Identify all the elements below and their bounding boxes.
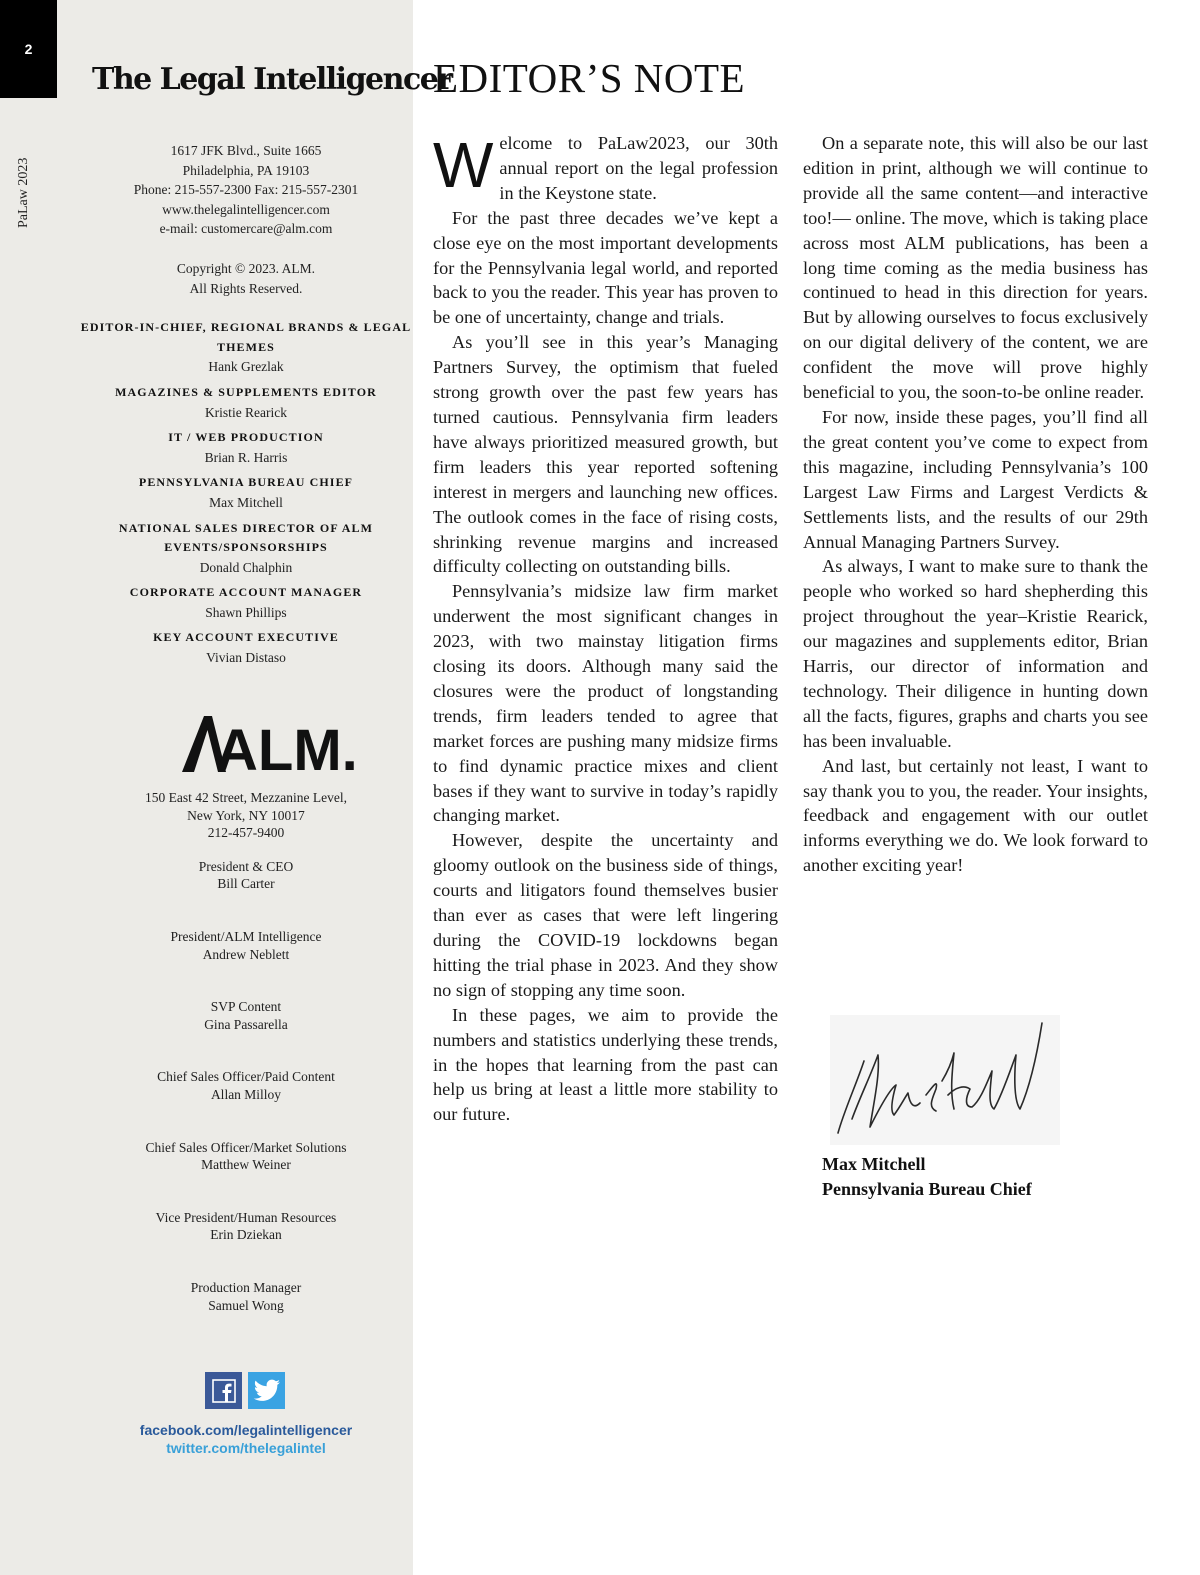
staff-role: PENNSYLVANIA BUREAU CHIEF [138, 475, 354, 490]
article-column-2 [803, 131, 1148, 878]
staff-role: NATIONAL SALES DIRECTOR OF ALM EVENTS/SPONSORSHIPS [118, 520, 374, 555]
address-line: New York, NY 10017 [187, 807, 305, 823]
facebook-glyph [212, 1379, 236, 1403]
first-paragraph-text: elcome to PaLaw2023, our 30th annual report on the legal profession in the Keystone state. [499, 133, 778, 203]
executive [80, 1139, 412, 1174]
executive-name: Andrew Neblett [202, 946, 290, 962]
staff-role: KEY ACCOUNT EXECUTIVE [153, 630, 339, 645]
article-paragraph: Pennsylvania’s midsize law firm market underwent the most significant changes in 2023, with two mainstay litigation firms closing its doors. Although many said the closures were the product of longstanding trends, firm leaders tended to agree that market forces are pushing many midsize firms to find dynamic practice mixes and client bases if they want to survive in today’s rapidly changing market. [433, 581, 778, 826]
executive-name: Matthew Weiner [201, 1157, 291, 1173]
executive [80, 1209, 412, 1244]
contact-column [80, 141, 412, 674]
article-column-1 [433, 131, 778, 1127]
alm-info [80, 789, 412, 1349]
article-paragraph: However, despite the uncertainty and gloomy outlook on the business side of things, courts and litigators found themselves busier than ever as cases that were left lingering during the COVID-19 lockdowns began hitting the trial phase in 2023. And they show no sign of stopping any time soon. [433, 830, 778, 1000]
executive-title: President & CEO [198, 858, 294, 874]
twitter-icon[interactable] [248, 1372, 285, 1409]
page-number: 2 [0, 0, 57, 98]
executive-name: Gina Passarella [204, 1016, 288, 1032]
executive-title: Production Manager [190, 1279, 302, 1295]
executive-title: SVP Content [210, 999, 282, 1015]
staff-role: MAGAZINES & SUPPLEMENTS EDITOR [115, 384, 377, 399]
alm-logo [180, 712, 358, 783]
executive-title: President/ALM Intelligence [170, 928, 322, 944]
copyright-line: All Rights Reserved. [189, 280, 303, 296]
executive-title: Chief Sales Officer/Paid Content [157, 1069, 335, 1085]
alm-address [80, 789, 412, 842]
signature-image [830, 1015, 1060, 1145]
executive-name: Bill Carter [217, 876, 275, 892]
alm-logo-text: ALM. [216, 718, 358, 783]
executive [80, 998, 412, 1033]
signoff [822, 1152, 1032, 1202]
executive [80, 1279, 412, 1314]
facebook-link[interactable]: facebook.com/legalintelligencer [139, 1422, 353, 1438]
staff-name: Hank Grezlak [208, 359, 284, 375]
masthead-logo: The Legal Intelligencer [92, 62, 452, 97]
social-icons [205, 1372, 285, 1409]
staff-list [80, 318, 412, 668]
executive-title: Chief Sales Officer/Market Solutions [145, 1139, 347, 1155]
social-links [80, 1421, 412, 1457]
sidebar [0, 0, 452, 1575]
phone-fax: Phone: 215-557-2300 Fax: 215-557-2301 [133, 182, 359, 198]
website-link[interactable]: www.thelegalintelligencer.com [162, 201, 330, 217]
signoff-title: Pennsylvania Bureau Chief [822, 1179, 1032, 1199]
address-line: 150 East 42 Street, Mezzanine Level, [144, 790, 348, 805]
executive-name: Samuel Wong [208, 1297, 284, 1313]
publication-label: PaLaw 2023 [16, 157, 31, 228]
article-title: EDITOR’S NOTE [433, 55, 746, 101]
contact-info [80, 141, 412, 239]
staff-name: Kristie Rearick [204, 404, 288, 420]
executive-name: Allan Milloy [210, 1086, 282, 1102]
drop-cap: W [433, 129, 494, 201]
article-paragraph: For the past three decades we’ve kept a close eye on the most important developments for the Pennsylvania legal world, and reported back to you the reader. This year has proven to be one of uncertainty, change and trials. [433, 207, 778, 328]
phone: 212-457-9400 [207, 825, 285, 841]
executive-name: Erin Dziekan [210, 1227, 282, 1243]
staff-name: Shawn Phillips [205, 604, 287, 620]
executive-title: Vice President/Human Resources [155, 1209, 337, 1225]
address-line: Philadelphia, PA 19103 [182, 162, 310, 178]
address-line: 1617 JFK Blvd., Suite 1665 [170, 143, 322, 158]
executive [80, 858, 412, 893]
staff-role: IT / WEB PRODUCTION [168, 430, 324, 445]
article-paragraph: And last, but certainly not least, I want to say thank you to you, the reader. Your insights, feedback and engagement with our outlet informs everything we do. We look forward to another exciting year! [803, 755, 1148, 876]
staff-role: CORPORATE ACCOUNT MANAGER [129, 585, 363, 600]
signature-text: Max Mitchell [993, 1130, 1052, 1142]
executive [80, 1068, 412, 1103]
staff-name: Vivian Distaso [206, 650, 286, 666]
copyright [80, 259, 412, 298]
executive [80, 928, 412, 963]
article-paragraph: For now, inside these pages, you’ll find all the great content you’ve come to expect from this magazine, including Pennsylvania’s 100 Largest Law Firms and Largest Verdicts & Settlements lists, and the results of our 29th Annual Managing Partners Survey. [803, 406, 1148, 552]
article-paragraph: As you’ll see in this year’s Managing Partners Survey, the optimism that fueled strong growth over the past few years has turned cautious. Pennsylvania firm leaders have always prioritized measured growth, but firm leaders this year reported softening interest in mergers and launching new offices. The outlook comes in the face of rising costs, shrinking revenue margins and increased difficulty collecting on outstanding bills. [433, 332, 778, 577]
signoff-name: Max Mitchell [822, 1154, 926, 1174]
staff-name: Donald Chalphin [199, 559, 293, 575]
facebook-icon[interactable] [205, 1372, 242, 1409]
staff-role: EDITOR-IN-CHIEF, REGIONAL BRANDS & LEGAL THEMES [80, 320, 412, 354]
article-paragraph: As always, I want to make sure to thank the people who worked so hard shepherding this project throughout the year–Kristie Rearick, our magazines and supplements editor, Brian Harris, our director of information and technology. Their diligence in hunting down all the facts, figures, graphs and charts you see has been invaluable. [803, 556, 1148, 751]
staff-name: Max Mitchell [209, 494, 283, 510]
article-paragraph: In these pages, we aim to provide the numbers and statistics underlying these trends, in the hopes that learning from the past can help us bring at least a little more stability to our future. [433, 1004, 778, 1125]
email-link[interactable]: e-mail: customercare@alm.com [159, 221, 333, 237]
twitter-link[interactable]: twitter.com/thelegalintel [166, 1440, 326, 1456]
article-paragraph: On a separate note, this will also be our last edition in print, although we will continue to provide all the same content—and interactive too!— online. The move, which is taking place across most ALM publications, has been a long time coming as the media business has continued to head in this direction for years. But by allowing ourselves to focus exclusively on our digital delivery of the content, we are confident the move will prove highly beneficial to you, the soon-to-be online reader. [803, 133, 1148, 403]
copyright-line: Copyright © 2023. ALM. [176, 260, 316, 276]
staff-name: Brian R. Harris [204, 449, 288, 465]
article-paragraph [433, 131, 778, 206]
twitter-glyph [253, 1379, 281, 1403]
